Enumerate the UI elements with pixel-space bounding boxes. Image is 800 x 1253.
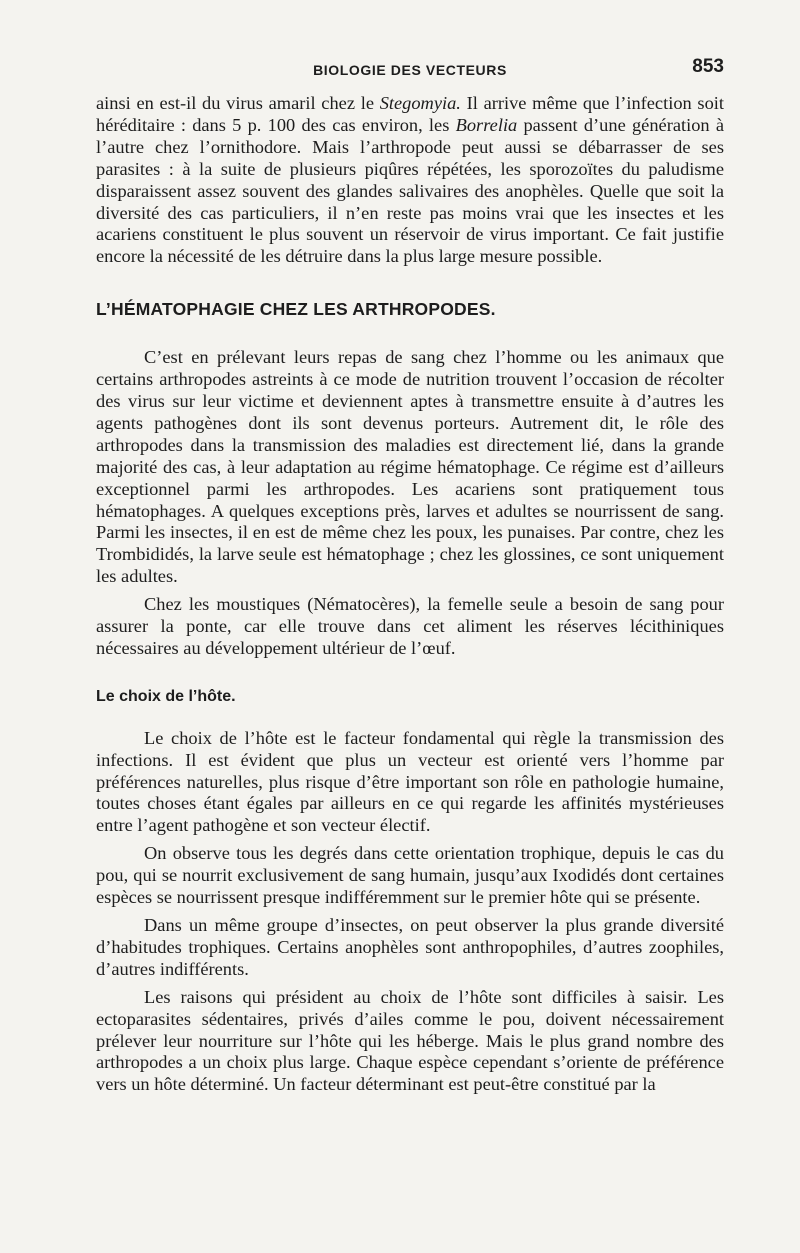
- page-header: [96, 56, 724, 82]
- paragraph: Chez les moustiques (Nématocères), la femelle seule a besoin de sang pour assurer la ponte, car elle trouve dans cet aliment les réserves lécithiniques nécessaires au développement ultérieur de l’œuf.: [96, 594, 724, 658]
- paragraph: On observe tous les degrés dans cette orientation trophique, depuis le cas du pou, qui se nourrit exclusivement de sang humain, jusqu’aux Ixodidés dont certaines espèces se nourrissent presque indifféremment sur le premier hôte qui se présente.: [96, 843, 724, 908]
- subsection-heading: Le choix de l’hôte.: [96, 687, 236, 705]
- page-number: 853: [692, 56, 724, 77]
- running-title: BIOLOGIE DES VECTEURS: [313, 62, 507, 78]
- paragraph: Le choix de l’hôte est le facteur fondamental qui règle la transmission des infections. Il est évident que plus un vecteur est orienté vers l’homme par préférences naturelles, plus risque d’être important son rôle en pathologie humaine, toutes choses étant égales par ailleurs en ce qui regarde les affinités mystérieuses entre l’agent pathogène et son vecteur électif.: [96, 727, 724, 836]
- paragraph-continuation: ainsi en est-il du virus amaril chez le Stegomyia. Il arrive même que l’infection soit héréditaire : dans 5 p. 100 des cas environ, les Borrelia passent d’une génération à l’autre chez l’ornithodore. Mais l’arthropode peut aussi se débarrasser de ses parasites : à la suite de plusieurs piqûres répétées, les sporozoïtes du paludisme disparaissent assez souvent des glandes salivaires des anophèles. Quelle que soit la diversité des cas particuliers, il n’en reste pas moins vrai que les insectes et les acariens constituent le plus souvent un réservoir de virus important. Ce fait justifie encore la nécessité de les détruire dans la plus large mesure possible.: [96, 93, 724, 267]
- paragraph: Les raisons qui président au choix de l’hôte sont difficiles à saisir. Les ectoparasites sédentaires, privés d’ailes comme le pou, doivent nécessairement prélever leur nourriture sur l’hôte qui les héberge. Mais le plus grand nombre des arthropodes a un choix plus large. Chaque espèce cependant s’oriente de préférence vers un hôte déterminé. Un facteur déterminant est peut-être constitué par la: [96, 986, 724, 1095]
- paragraph: C’est en prélevant leurs repas de sang chez l’homme ou les animaux que certains arthropodes astreints à ce mode de nutrition trouvent l’occasion de récolter des virus sur leur victime et deviennent aptes à transmettre ensuite à d’autres les agents pathogènes dont ils sont devenus porteurs. Autrement dit, le rôle des arthropodes dans la transmission des maladies est directement lié, dans la grande majorité des cas, à leur adaptation au régime hématophage. Ce régime est d’ailleurs exceptionnel parmi les arthropodes. Les acariens sont pratiquement tous hématophages. A quelques exceptions près, larves et adultes se nourrissent de sang. Parmi les insectes, il en est de même chez les poux, les punaises. Par contre, chez les Trombididés, la larve seule est hématophage ; chez les glossines, ce sont uniquement les adultes.: [96, 347, 724, 587]
- body-text: [96, 93, 724, 1096]
- section-heading: L’HÉMATOPHAGIE CHEZ LES ARTHROPODES.: [96, 299, 496, 320]
- paragraph: Dans un même groupe d’insectes, on peut observer la plus grande diversité d’habitudes trophiques. Certains anophèles sont anthropophiles, d’autres zoophiles, d’autres indifférents.: [96, 915, 724, 979]
